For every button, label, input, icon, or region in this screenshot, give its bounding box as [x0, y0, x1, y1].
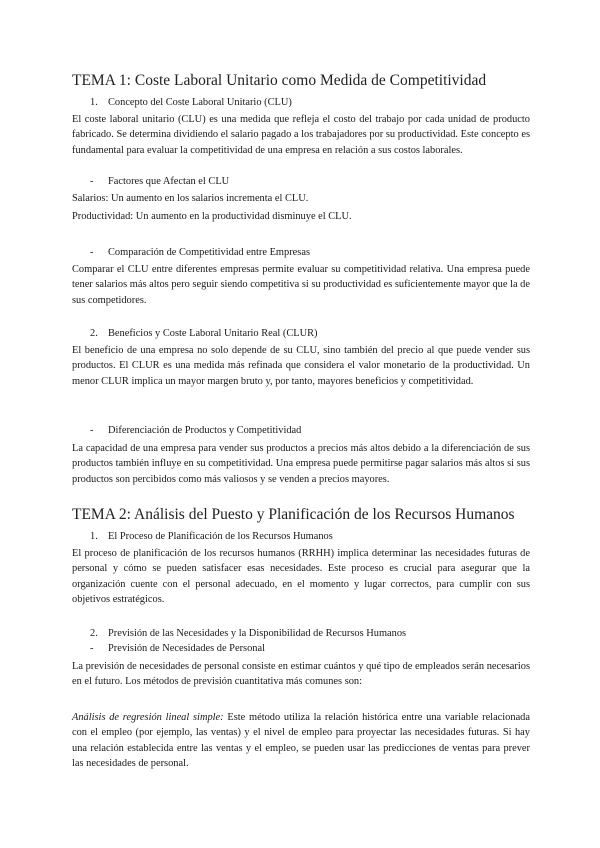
list-label: El Proceso de Planificación de los Recursos Humanos — [108, 531, 333, 542]
sub-label: Diferenciación de Productos y Competitividad — [108, 425, 302, 436]
tema1-paragraph-clur: El beneficio de una empresa no solo depende de su CLU, sino también del precio al que puede vender sus productos. El CLUR es una medida más refinada que considera el valor monetario de la productividad. Un menor CLUR implica un mayor margen bruto y, por tanto, mayores beneficios y competitividad. — [72, 345, 530, 387]
list-number: 1. — [90, 531, 98, 542]
productividad-line: Productividad: Un aumento en la productividad disminuye el CLU. — [72, 211, 352, 222]
list-number: 1. — [90, 97, 98, 108]
tema1-heading: TEMA 1: Coste Laboral Unitario como Medida de Competitividad — [72, 72, 487, 89]
tema1-sub3 — [90, 423, 301, 438]
list-number: 2. — [90, 328, 98, 339]
sub-label: Factores que Afectan el CLU — [108, 176, 230, 187]
tema2-item1 — [90, 529, 333, 544]
list-label: Previsión de las Necesidades y la Disponibilidad de Recursos Humanos — [108, 628, 407, 639]
tema1-item1 — [90, 95, 292, 110]
tema1-paragraph-comparacion: Comparar el CLU entre diferentes empresas permite evaluar su competitividad relativa. Una empresa puede tener salarios más altos pero seguir siendo competitiva si su productividad es suficientemente mayor que la de sus competidores. — [72, 264, 530, 306]
bullet-dash: - — [90, 176, 94, 187]
list-label: Beneficios y Coste Laboral Unitario Real (CLUR) — [108, 328, 318, 339]
bullet-dash: - — [90, 425, 94, 436]
bullet-dash: - — [90, 247, 94, 258]
salarios-line: Salarios: Un aumento en los salarios incrementa el CLU. — [72, 193, 309, 204]
tema1-sub2 — [90, 245, 310, 260]
tema2-paragraph-planificacion: El proceso de planificación de los recursos humanos (RRHH) implica determinar las necesidades futuras de personal y cómo se pueden satisfacer esas necesidades. Este proceso es crucial para asegurar que la organización cuente con el personal adecuado, en el momento y lugar correctos, para cumplir con sus objetivos estratégicos. — [72, 548, 530, 606]
tema2-sub1 — [90, 641, 265, 656]
list-label: Concepto del Coste Laboral Unitario (CLU) — [108, 97, 292, 108]
sub-label: Previsión de Necesidades de Personal — [108, 643, 265, 654]
tema2-item2 — [90, 626, 406, 641]
sub-label: Comparación de Competitividad entre Empresas — [108, 247, 310, 258]
regresion-text: Este método utiliza la relación histórica entre una variable relacionada con el empleo (por ejemplo, las ventas) y el nivel de empleo para proyectar las necesidades futuras. Si hay una relación establecida entre las ventas y el empleo, se pueden usar las predicciones de ventas para prever las necesidades de personal. — [72, 712, 530, 770]
tema1-paragraph-diferenciacion: La capacidad de una empresa para vender sus productos a precios más altos debido a la diferenciación de sus productos también influye en su competitividad. Una empresa puede permitirse pagar salarios más altos si sus productos son percibidos como más valiosos y se venden a precios mayores. — [72, 443, 530, 485]
tema1-item2 — [90, 326, 318, 341]
tema2-paragraph-prevision: La previsión de necesidades de personal consiste en estimar cuántos y qué tipo de empleados serán necesarios en el futuro. Los métodos de previsión cuantitativa más comunes son: — [72, 661, 530, 688]
tema2-heading: TEMA 2: Análisis del Puesto y Planificación de los Recursos Humanos — [72, 506, 515, 523]
tema2-paragraph-regresion — [72, 710, 530, 772]
list-number: 2. — [90, 628, 98, 639]
bullet-dash: - — [90, 643, 94, 654]
tema1-sub1 — [90, 174, 229, 189]
tema1-paragraph-clu: El coste laboral unitario (CLU) es una medida que refleja el costo del trabajo por cada unidad de producto fabricado. Se determina dividiendo el salario pagado a los trabajadores por su productividad. Este concepto es fundamental para evaluar la competitividad de una empresa en relación a sus costos laborales. — [72, 114, 530, 156]
regresion-term: Análisis de regresión lineal simple: — [72, 712, 224, 723]
